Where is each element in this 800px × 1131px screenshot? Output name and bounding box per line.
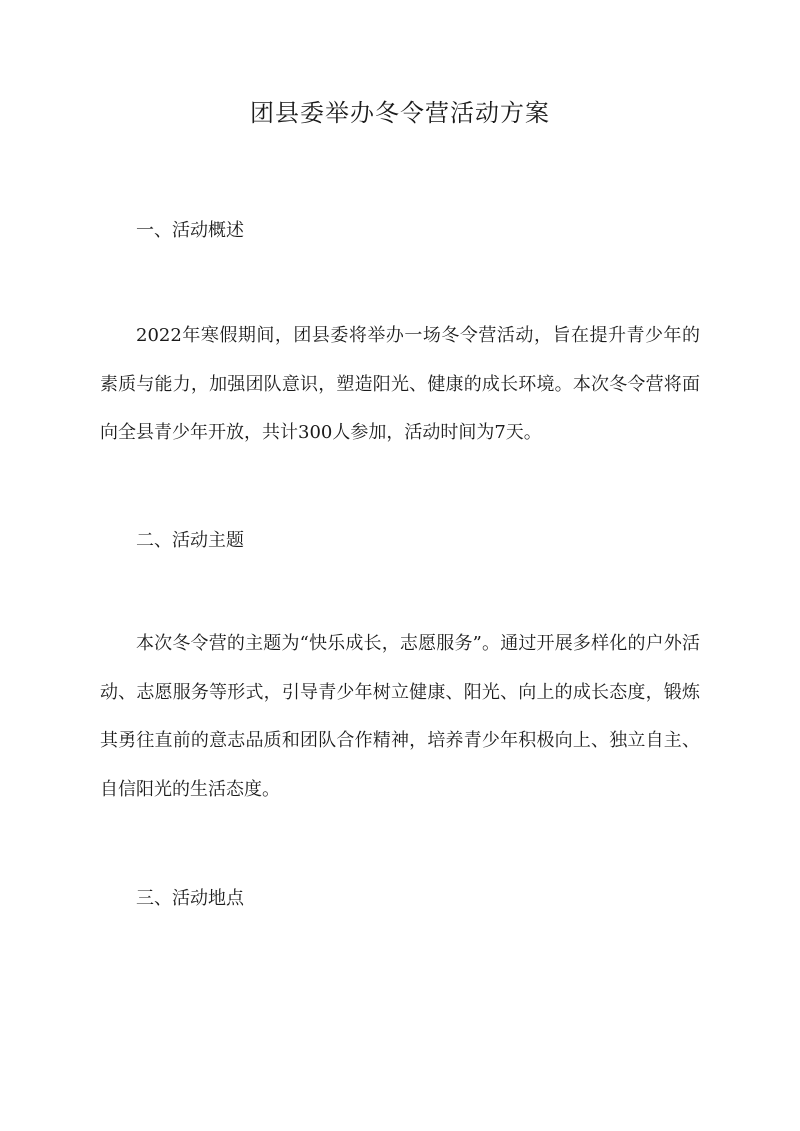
section-paragraph-overview: 2022年寒假期间，团县委将举办一场冬令营活动，旨在提升青少年的素质与能力，加强团队意识，塑造阳光、健康的成长环境。本次冬令营将面向全县青少年开放，共计300人参加，活动时间为7天。: [100, 325, 700, 443]
section-heading-theme: 二、活动主题: [136, 530, 244, 551]
section-heading-overview: 一、活动概述: [136, 220, 244, 241]
section-paragraph-theme: 本次冬令营的主题为“快乐成长，志愿服务”。通过开展多样化的户外活动、志愿服务等形式，引导青少年树立健康、阳光、向上的成长态度，锻炼其勇往直前的意志品质和团队合作精神，培养青少年积极向上、独立自主、自信阳光的生活态度。: [100, 633, 700, 800]
section-heading-location: 三、活动地点: [136, 888, 244, 909]
page-title: 团县委举办冬令营活动方案: [250, 99, 550, 127]
